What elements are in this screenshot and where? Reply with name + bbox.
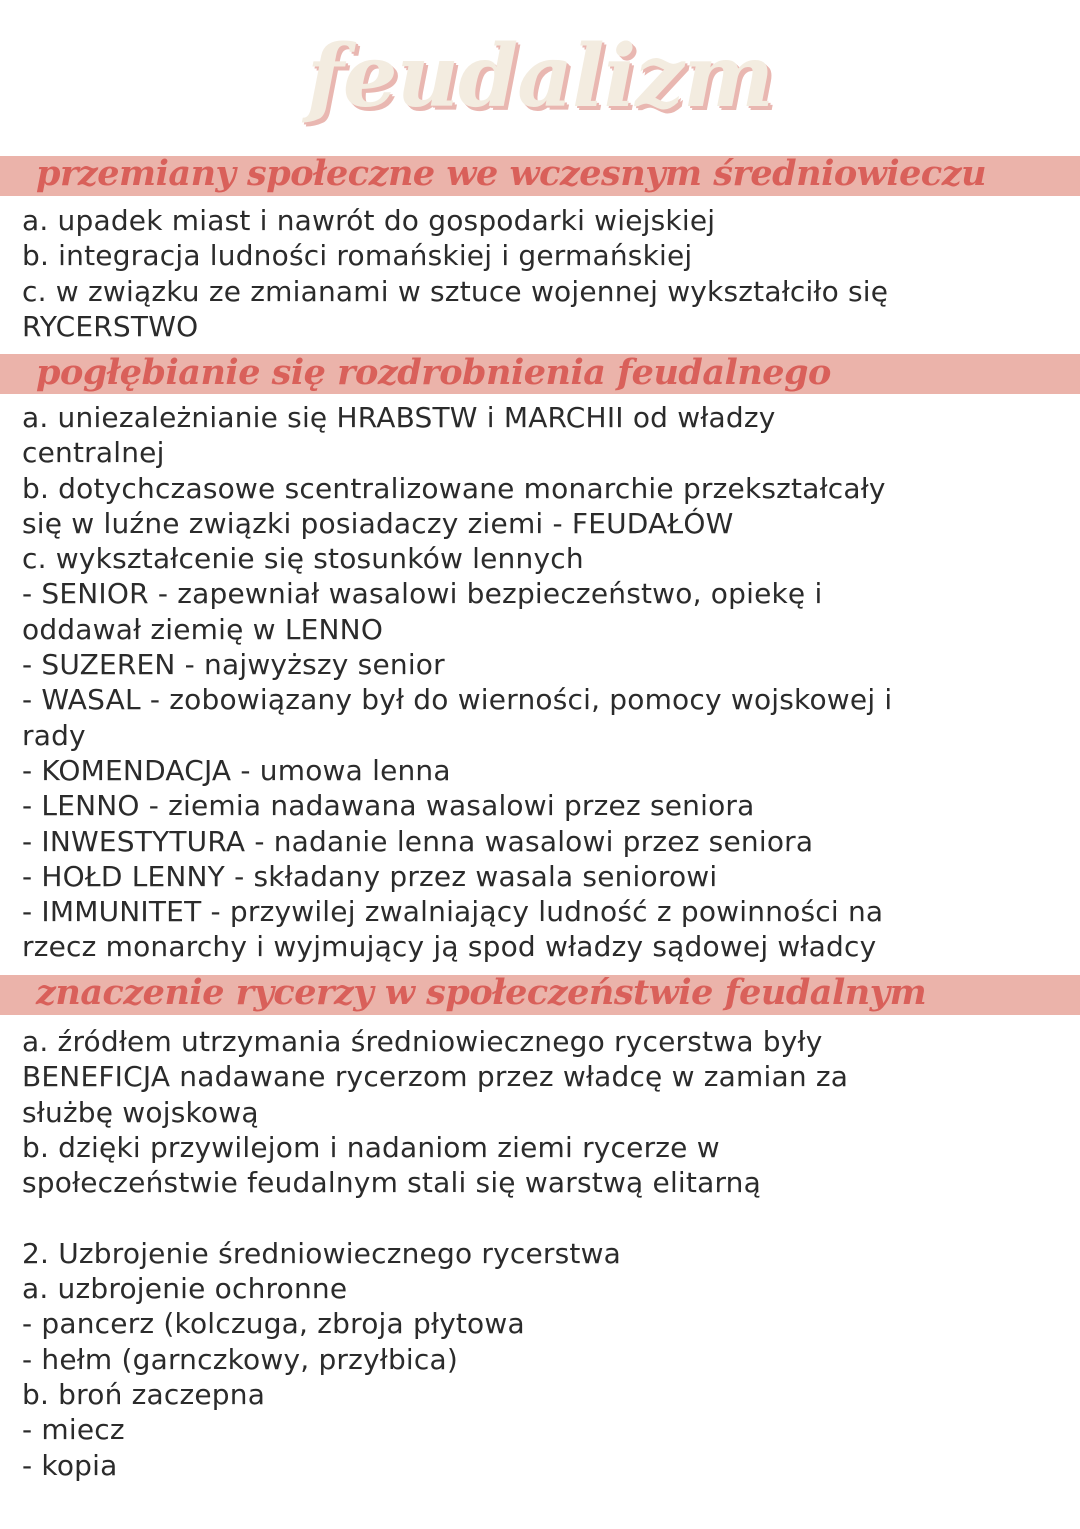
text-line: - hełm (garnczkowy, przyłbica) [22,1342,458,1376]
text-line: służbę wojskową [22,1095,259,1129]
text-line: - INWESTYTURA - nadanie lenna wasalowi przez seniora [22,824,814,858]
section-heading-2: pogłębianie się rozdrobnienia feudalnego [36,352,831,393]
text-line: - IMMUNITET - przywilej zwalniający ludność z powinności na [22,895,884,929]
section-body-2 [22,400,1062,965]
text-line: - HOŁD LENNY - składany przez wasala seniorowi [22,859,718,893]
text-line: a. źródłem utrzymania średniowiecznego rycerstwa były [22,1025,823,1058]
text-line: - SUZEREN - najwyższy senior [22,648,445,682]
text-line: rzecz monarchy i wyjmujący ją spod władzy sądowej władcy [22,930,877,964]
text-line: - LENNO - ziemia nadawana wasalowi przez seniora [22,789,755,823]
text-line: b. integracja ludności romańskiej i germańskiej [22,239,693,273]
spacer [22,1200,1062,1235]
text-line: - pancerz (kolczuga, zbroja płytowa [22,1307,525,1341]
text-line: - miecz [22,1413,125,1447]
text-line: b. dzięki przywilejom i nadaniom ziemi rycerze w [22,1130,720,1164]
text-line: - SENIOR - zapewniał wasalowi bezpieczeństwo, opiekę i [22,577,823,611]
text-line: BENEFICJA nadawane rycerzom przez władcę w zamian za [22,1060,849,1094]
text-line: społeczeństwie feudalnym stali się warstwą elitarną [22,1166,761,1200]
text-line: c. w związku ze zmianami w sztuce wojennej wykształciło się [22,274,889,308]
section-body-3 [22,1024,1062,1483]
text-line: oddawał ziemię w LENNO [22,612,384,646]
text-line: b. dotychczasowe scentralizowane monarchie przekształcały [22,471,886,505]
text-line: się w luźne związki posiadaczy ziemi - FEUDAŁÓW [22,506,734,540]
text-line: - KOMENDACJA - umowa lenna [22,753,451,787]
text-line: a. uniezależnianie się HRABSTW i MARCHII od władzy [22,401,776,434]
text-line: a. uzbrojenie ochronne [22,1272,348,1306]
section-body-1 [22,203,1062,344]
text-line: - WASAL - zobowiązany był do wierności, pomocy wojskowej i [22,683,893,717]
text-line: centralnej [22,436,165,470]
text-line: c. wykształcenie się stosunków lennych [22,542,584,576]
text-line: - kopia [22,1448,118,1482]
section-heading-1: przemiany społeczne we wczesnym średniowieczu [36,153,987,194]
page-title: feudalizm [306,26,774,127]
text-line: b. broń zaczepna [22,1377,266,1411]
text-line: rady [22,718,86,752]
text-line: a. upadek miast i nawrót do gospodarki wiejskiej [22,204,716,237]
section-heading-3: znaczenie rycerzy w społeczeństwie feudalnym [36,972,927,1013]
text-line: 2. Uzbrojenie średniowiecznego rycerstwa [22,1236,622,1270]
text-line: RYCERSTWO [22,309,199,343]
